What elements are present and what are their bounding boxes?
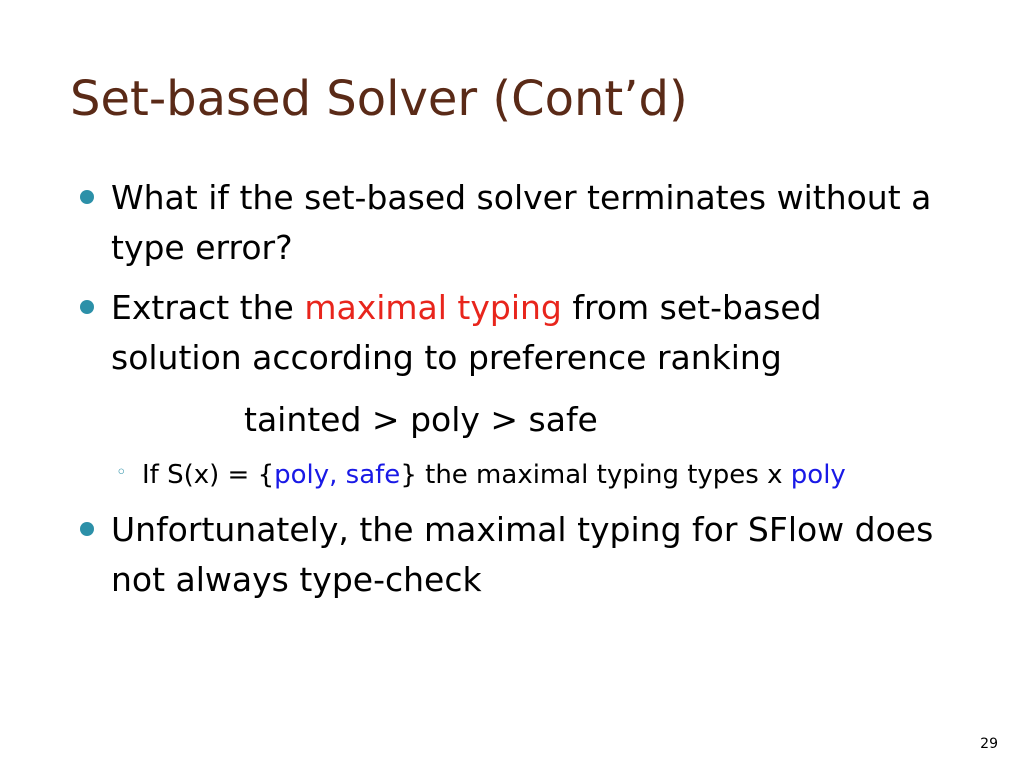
bullet-dot-icon (80, 190, 94, 204)
bullet-text: Unfortunately, the maximal typing for SFlow does not always type-check (111, 510, 934, 599)
highlight-poly-safe: poly, safe (274, 460, 401, 490)
bullet-text-start: Extract the (111, 288, 305, 327)
hollow-circle-bullet-icon: ◦ (116, 462, 127, 483)
bullet-item-2 (80, 283, 960, 383)
bullet-dot-icon (80, 522, 94, 536)
slide-body (80, 173, 960, 605)
bullet-item-3 (80, 505, 960, 605)
bullet-text: What if the set-based solver terminates without a type error? (111, 178, 932, 267)
bullet-dot-icon (80, 300, 94, 314)
highlight-maximal-typing: maximal typing (304, 288, 562, 327)
page-number: 29 (980, 736, 998, 752)
bullet-text-end: from set-based solution according to preference ranking (111, 288, 822, 377)
sub-bullet-item (80, 455, 960, 495)
ranking-line: tainted > poly > safe (244, 400, 598, 439)
sub-bullet-text-middle: } the maximal typing types x (400, 460, 791, 490)
bullet-item-1 (80, 173, 960, 273)
slide-title: Set-based Solver (Cont’d) (70, 71, 688, 127)
sub-bullet-text-start: If S(x) = { (142, 460, 275, 490)
highlight-poly: poly (790, 460, 846, 490)
